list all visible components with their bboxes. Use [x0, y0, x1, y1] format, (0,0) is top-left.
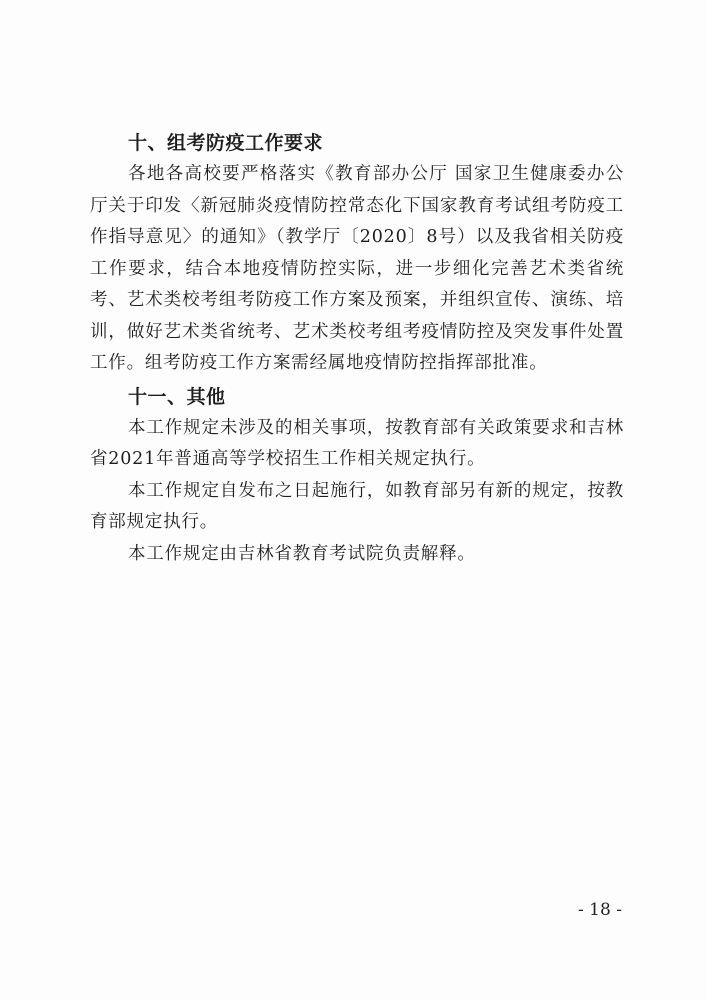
paragraph: 本工作规定未涉及的相关事项，按教育部有关政策要求和吉林省2021年普通高等学校招生工作相关规定执行。: [90, 417, 624, 469]
section-epidemic-prevention: [90, 128, 624, 380]
paragraph: 本工作规定自发布之日起施行，如教育部另有新的规定，按教育部规定执行。: [90, 480, 624, 532]
page-number: - 18 -: [578, 900, 622, 920]
section-other: [90, 382, 624, 571]
document-body: [90, 128, 624, 570]
section-heading: 十一、其他: [128, 385, 226, 408]
paragraph: 本工作规定由吉林省教育考试院负责解释。: [128, 543, 476, 564]
paragraph: 各地各高校要严格落实《教育部办公厅 国家卫生健康委办公厅关于印发〈新冠肺炎疫情防控常态化下国家教育考试组考防疫工作指导意见〉的通知》（教学厅〔2020〕8号）以及我省相关防疫工作要求，结合本地疫情防控实际，进一步细化完善艺术类省统考、艺术类校考组考防疫工作方案及预案，并组织宣传、演练、培训，做好艺术类省统考、艺术类校考组考疫情防控及突发事件处置工作。组考防疫工作方案需经属地疫情防控指挥部批准。: [90, 164, 624, 373]
section-heading: 十、组考防疫工作要求: [128, 132, 324, 154]
